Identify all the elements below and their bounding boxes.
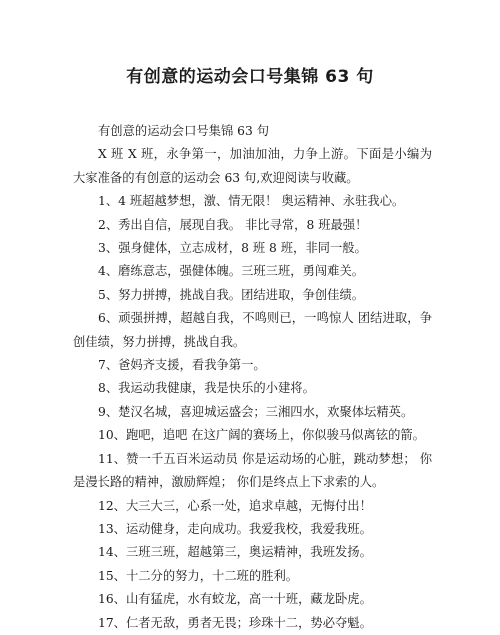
list-item: 6、顽强拼搏，超越自我，不鸣则已，一鸣惊人 团结进取，争创佳绩，努力拼搏，挑战自我。 xyxy=(73,311,432,349)
list-item: 4、磨练意志，强健体魄。三班三班，勇闯难关。 xyxy=(98,264,365,279)
list-item: 17、仁者无敌，勇者无畏；珍珠十二，势必夺魁。 xyxy=(98,615,372,630)
list-item: 12、大三大三，心系一处，追求卓越，无悔付出！ xyxy=(98,498,372,513)
list-item: 8、我运动我健康，我是快乐的小建将。 xyxy=(98,381,315,396)
list-item: 11、赞一千五百米运动员 你是运动场的心脏，跳动梦想； 你是漫长路的精神，激励辉煌； 你们是终点上下求索的人。 xyxy=(73,451,432,490)
list-item: 16、山有猛虎，水有蛟龙，高一十班，藏龙卧虎。 xyxy=(98,592,372,607)
list-item: 9、楚汉名城，喜迎城运盛会；三湘四水，欢聚体坛精英。 xyxy=(98,404,414,419)
list-item: 5、努力拼搏，挑战自我。团结进取，争创佳绩。 xyxy=(98,287,365,302)
list-item: 13、运动健身，走向成功。我爱我校，我爱我班。 xyxy=(98,521,372,536)
list-item: 14、三班三班，超越第三，奥运精神，我班发扬。 xyxy=(98,545,372,560)
intro-paragraph: X 班 X 班，永争第一，加油加油，力争上游。下面是小编为大家准备的有创意的运动会 63 句,欢迎阅读与收藏。 xyxy=(73,147,432,185)
page-title: 有创意的运动会口号集锦 63 句 xyxy=(126,67,374,87)
subtitle: 有创意的运动会口号集锦 63 句 xyxy=(98,124,270,138)
article-body xyxy=(73,120,432,635)
list-item: 2、秀出自信，展现自我。 非比寻常，8 班最强！ xyxy=(98,217,368,232)
list-item: 15、十二分的努力，十二班的胜利。 xyxy=(98,568,299,583)
list-item: 7、爸妈齐支援，看我争第一。 xyxy=(98,358,266,373)
list-item: 1、4 班超越梦想，激、情无限！ 奥运精神、永驻我心。 xyxy=(98,194,405,209)
list-item: 10、跑吧，追吧 在这广阔的赛场上，你似骏马似离铉的箭。 xyxy=(98,428,425,443)
list-item: 3、强身健体，立志成材，8 班 8 班，非同一般。 xyxy=(98,241,367,256)
